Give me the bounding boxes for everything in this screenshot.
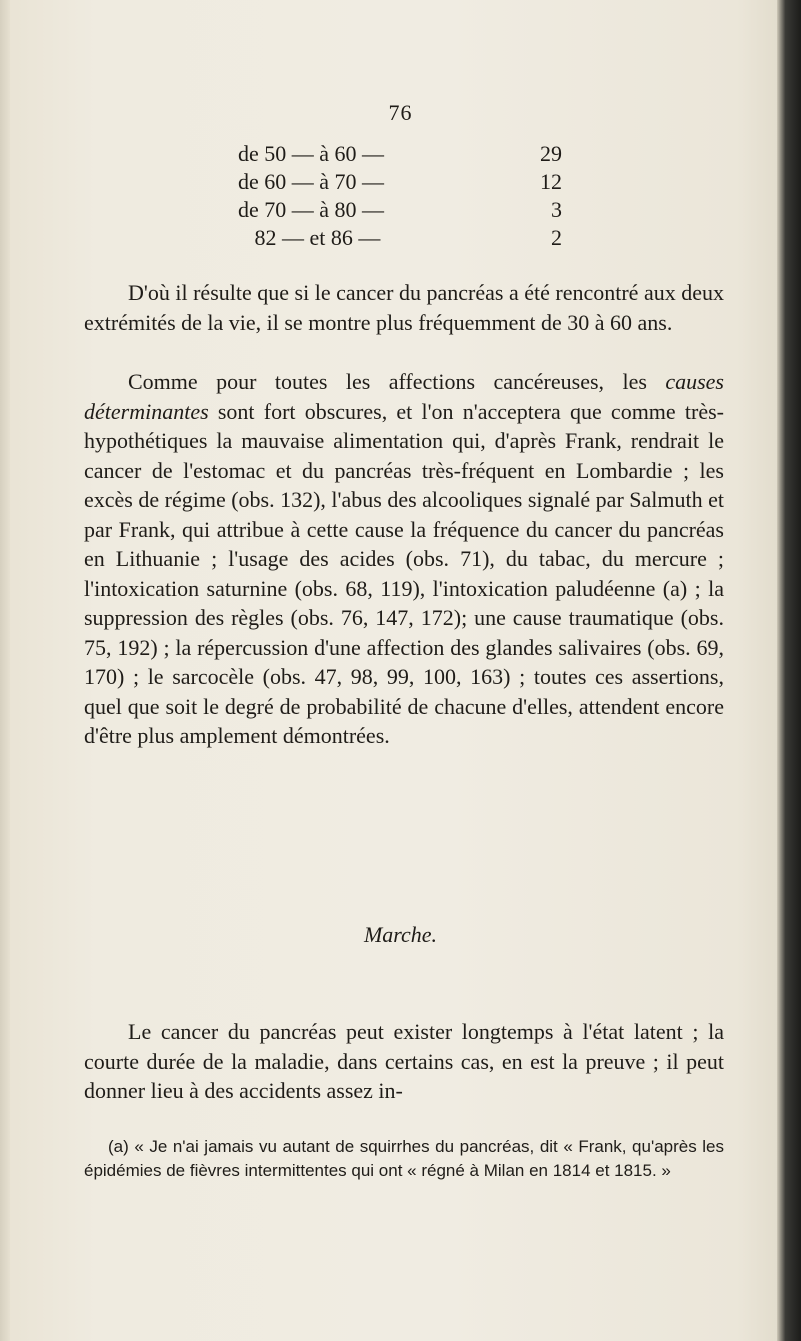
causes-italic-term: causes déterminantes (84, 369, 724, 424)
age-row (238, 168, 658, 196)
age-count: 12 (540, 169, 562, 194)
paragraph-age-conclusion: D'où il résulte que si le cancer du pancréas a été rencontré aux deux extrémités de la vie, il se montre plus fréquemment de 30 à 60 ans. (84, 280, 724, 335)
age-row (238, 196, 658, 224)
age-count: 3 (551, 197, 562, 222)
age-range: de 70 — à 80 — (238, 197, 385, 222)
age-range: de 50 — à 60 — (238, 141, 385, 166)
age-count: 2 (551, 225, 562, 250)
causes-text-start: Comme pour toutes les affections cancéreuses, les (128, 369, 666, 394)
footnote: (a) « Je n'ai jamais vu autant de squirrhes du pancréas, dit « Frank, qu'après les épidémies de fièvres intermittentes qui ont « régné à Milan en 1814 et 1815. » (84, 1137, 724, 1180)
age-distribution-table (238, 140, 658, 252)
age-count: 29 (540, 141, 562, 166)
page-number: 76 (388, 100, 413, 125)
paragraph-marche: Le cancer du pancréas peut exister longtemps à l'état latent ; la courte durée de la maladie, dans certains cas, en est la preuve ; il peut donner lieu à des accidents assez in- (84, 1019, 724, 1103)
age-range: de 60 — à 70 — (238, 169, 385, 194)
age-row (238, 140, 658, 168)
causes-text-rest: sont fort obscures, et l'on n'acceptera que comme très-hypothétiques la mauvaise alimentation qui, d'après Frank, rendrait le cancer de l'estomac et du pancréas très-fréquent en Lombardie ; les excès de régime (obs. 132), l'abus des alcooliques signalé par Salmuth et par Frank, qui attribue à cette cause la fréquence du cancer du pancréas en Lithuanie ; l'usage des acides (obs. 71), du tabac, du mercure ; l'intoxication saturnine (obs. 68, 119), l'intoxication paludéenne (a) ; la suppression des règles (obs. 76, 147, 172); une cause traumatique (obs. 75, 192) ; la répercussion d'une affection des glandes salivaires (obs. 69, 170) ; le sarcocèle (obs. 47, 98, 99, 100, 163) ; toutes ces assertions, quel que soit le degré de probabilité de chacune d'elles, attendent encore d'être plus amplement démontrées. (84, 398, 724, 748)
age-range: 82 — et 86 — (238, 225, 381, 250)
page-left-edge (0, 0, 10, 1341)
section-title: Marche. (363, 922, 438, 947)
paragraph-causes (84, 367, 724, 751)
age-row (238, 224, 658, 252)
page-binding-edge (777, 0, 801, 1341)
